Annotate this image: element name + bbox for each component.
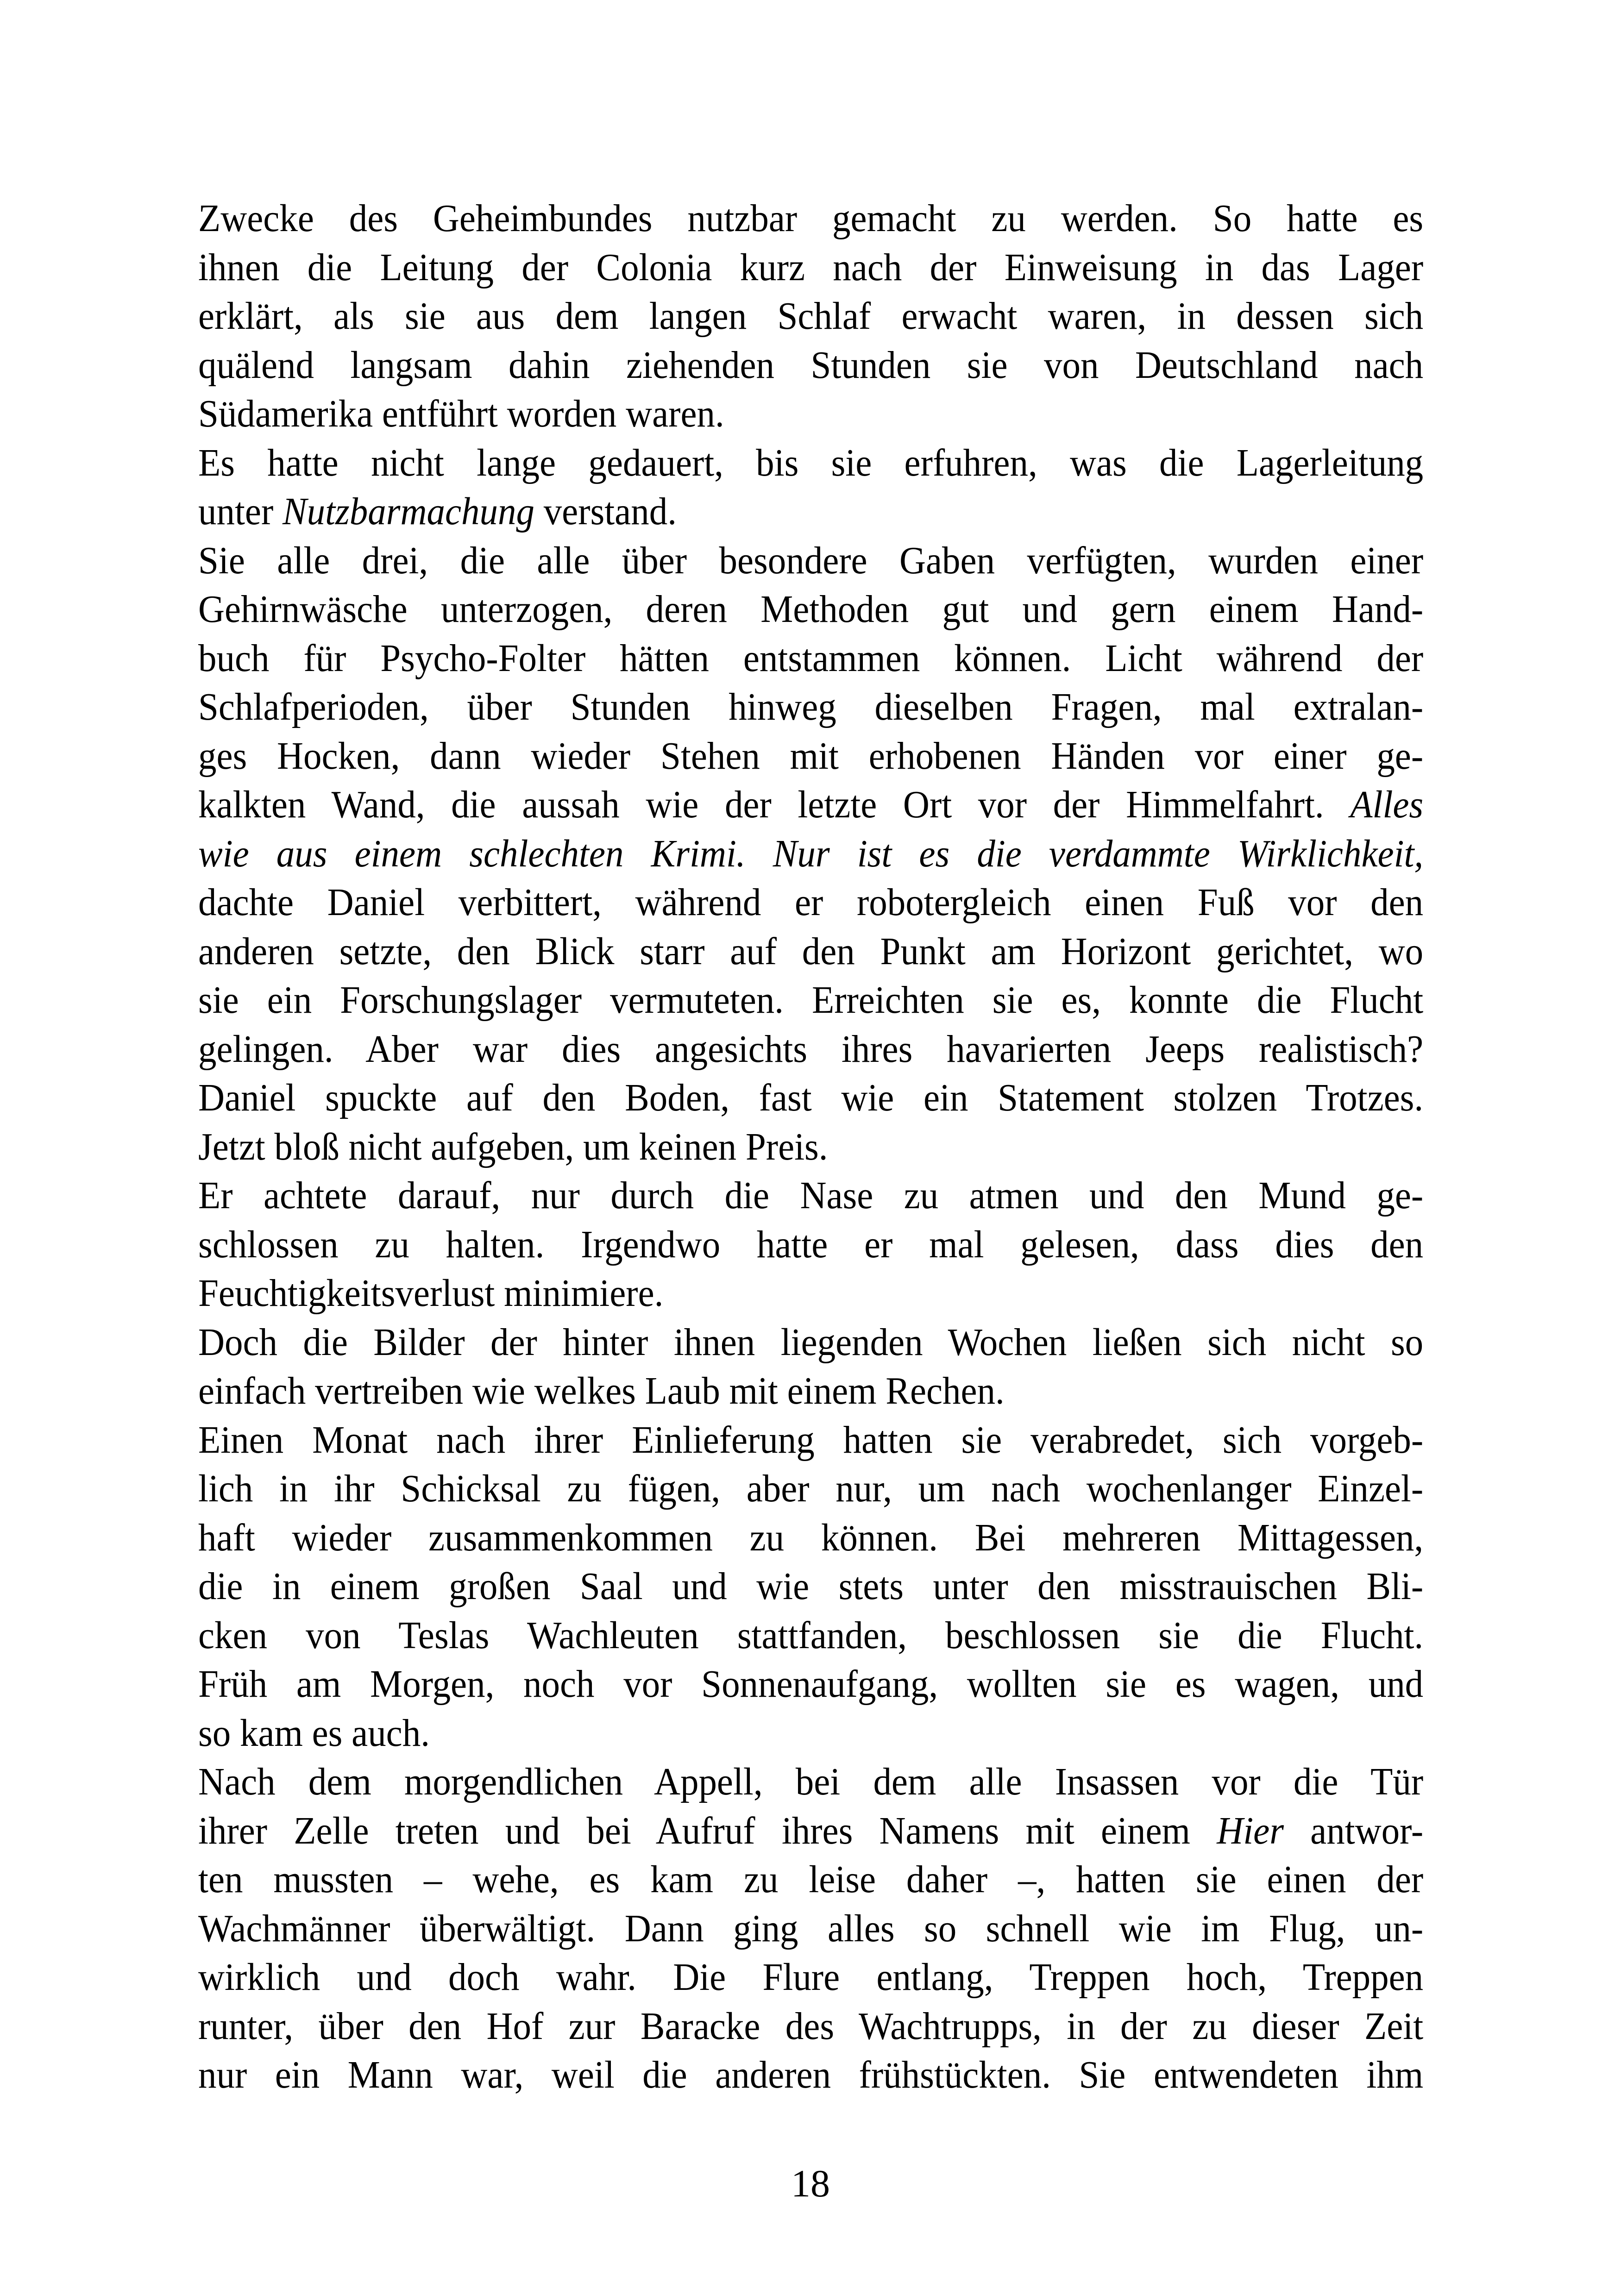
text-segment: Schlafperioden, über Stunden hinweg dieselben Fragen, mal extralan-: [198, 685, 1424, 728]
text-segment: einfach vertreiben wie welkes Laub mit einem Rechen.: [198, 1369, 1005, 1412]
text-segment: ges Hocken, dann wieder Stehen mit erhobenen Händen vor einer ge-: [198, 734, 1424, 778]
text-segment: Zwecke des Geheimbundes nutzbar gemacht zu werden. So hatte es: [198, 197, 1424, 240]
text-segment: cken von Teslas Wachleuten stattfanden, beschlossen sie die Flucht.: [198, 1613, 1424, 1657]
text-line: [198, 536, 1423, 585]
text-line: [198, 1464, 1423, 1513]
text-line: [198, 878, 1423, 927]
text-line: [198, 585, 1423, 634]
text-segment: Sie alle drei, die alle über besondere Gaben verfügten, wurden einer: [198, 539, 1424, 582]
text-segment: die in einem großen Saal und wie stets unter den misstrauischen Bli-: [198, 1565, 1424, 1608]
text-line: [198, 243, 1423, 292]
text-line: [198, 2002, 1423, 2051]
italic-text-segment: wie aus einem schlechten Krimi. Nur ist es die verdammte Wirklichkeit,: [198, 832, 1424, 875]
page-number: 18: [791, 2162, 830, 2205]
text-segment: erklärt, als sie aus dem langen Schlaf erwacht waren, in dessen sich: [198, 295, 1424, 338]
text-line: [198, 1318, 1423, 1367]
text-line: [198, 1416, 1423, 1465]
text-line: [198, 1807, 1423, 1856]
text-segment: quälend langsam dahin ziehenden Stunden sie von Deutschland nach: [198, 343, 1424, 387]
text-segment: sie ein Forschungslager vermuteten. Erreichten sie es, konnte die Flucht: [198, 979, 1424, 1022]
text-segment: gelingen. Aber war dies angesichts ihres havarierten Jeeps realistisch?: [198, 1027, 1424, 1071]
text-segment: antwor-: [1283, 1809, 1424, 1852]
text-segment: Jetzt bloß nicht aufgeben, um keinen Preis.: [198, 1125, 828, 1168]
text-line: [198, 1073, 1423, 1123]
text-block: [198, 194, 1423, 2100]
text-line: [198, 1855, 1423, 1904]
text-segment: Südamerika entführt worden waren.: [198, 392, 724, 435]
text-segment: schlossen zu halten. Irgendwo hatte er mal gelesen, dass dies den: [198, 1223, 1424, 1266]
text-line: [198, 1123, 1423, 1172]
text-segment: Feuchtigkeitsverlust minimiere.: [198, 1272, 664, 1315]
text-segment: Gehirnwäsche unterzogen, deren Methoden gut und gern einem Hand-: [198, 588, 1424, 631]
italic-text-segment: Hier: [1217, 1809, 1284, 1852]
text-segment: Doch die Bilder der hinter ihnen liegenden Wochen ließen sich nicht so: [198, 1320, 1424, 1364]
text-segment: dachte Daniel verbittert, während er robotergleich einen Fuß vor den: [198, 881, 1424, 924]
text-segment: lich in ihr Schicksal zu fügen, aber nur, um nach wochenlanger Einzel-: [198, 1467, 1424, 1510]
text-line: [198, 1220, 1423, 1269]
text-segment: Daniel spuckte auf den Boden, fast wie ein Statement stolzen Trotzes.: [198, 1076, 1424, 1119]
text-segment: unter: [198, 490, 283, 533]
text-segment: ihrer Zelle treten und bei Aufruf ihres Namens mit einem: [198, 1809, 1217, 1852]
text-segment: Nach dem morgendlichen Appell, bei dem alle Insassen vor die Tür: [198, 1760, 1424, 1803]
text-segment: so kam es auch.: [198, 1711, 430, 1755]
text-segment: Früh am Morgen, noch vor Sonnenaufgang, wollten sie es wagen, und: [198, 1662, 1424, 1706]
text-segment: anderen setzte, den Blick starr auf den Punkt am Horizont gerichtet, wo: [198, 929, 1424, 973]
text-line: [198, 634, 1423, 683]
text-line: [198, 487, 1423, 536]
text-line: [198, 780, 1423, 829]
text-segment: Einen Monat nach ihrer Einlieferung hatten sie verabredet, sich vorgeb-: [198, 1418, 1424, 1462]
text-line: [198, 1025, 1423, 1074]
text-line: [198, 1513, 1423, 1562]
text-line: [198, 1709, 1423, 1758]
text-segment: wirklich und doch wahr. Die Flure entlang, Treppen hoch, Treppen: [198, 1956, 1424, 1999]
text-line: [198, 1171, 1423, 1220]
text-line: [198, 1660, 1423, 1709]
text-segment: buch für Psycho-Folter hätten entstammen können. Licht während der: [198, 636, 1424, 680]
text-line: [198, 2051, 1423, 2100]
text-segment: verstand.: [534, 490, 677, 533]
text-segment: Es hatte nicht lange gedauert, bis sie erfuhren, was die Lagerleitung: [198, 441, 1424, 484]
italic-text-segment: Nutzbarmachung: [282, 490, 534, 533]
text-segment: Wachmänner überwältigt. Dann ging alles so schnell wie im Flug, un-: [198, 1907, 1424, 1950]
text-line: [198, 292, 1423, 341]
text-line: [198, 1562, 1423, 1611]
text-line: [198, 194, 1423, 243]
text-line: [198, 683, 1423, 732]
text-segment: ihnen die Leitung der Colonia kurz nach der Einweisung in das Lager: [198, 245, 1424, 289]
text-line: [198, 1269, 1423, 1318]
text-line: [198, 1953, 1423, 2002]
text-line: [198, 732, 1423, 781]
text-line: [198, 1904, 1423, 1953]
text-line: [198, 389, 1423, 439]
text-line: [198, 439, 1423, 488]
text-segment: nur ein Mann war, weil die anderen frühstückten. Sie entwendeten ihm: [198, 2053, 1424, 2096]
text-line: [198, 829, 1423, 878]
text-line: [198, 1757, 1423, 1807]
text-line: [198, 927, 1423, 976]
text-segment: haft wieder zusammenkommen zu können. Bei mehreren Mittagessen,: [198, 1516, 1424, 1559]
text-segment: runter, über den Hof zur Baracke des Wachtrupps, in der zu dieser Zeit: [198, 2004, 1424, 2048]
text-line: [198, 1611, 1423, 1660]
text-line: [198, 1367, 1423, 1416]
text-segment: Er achtete darauf, nur durch die Nase zu atmen und den Mund ge-: [198, 1174, 1424, 1217]
italic-text-segment: Alles: [1350, 783, 1424, 826]
text-segment: kalkten Wand, die aussah wie der letzte Ort vor der Himmelfahrt.: [198, 783, 1351, 826]
text-line: [198, 976, 1423, 1025]
text-segment: ten mussten – wehe, es kam zu leise daher –, hatten sie einen der: [198, 1858, 1424, 1901]
text-line: [198, 341, 1423, 390]
